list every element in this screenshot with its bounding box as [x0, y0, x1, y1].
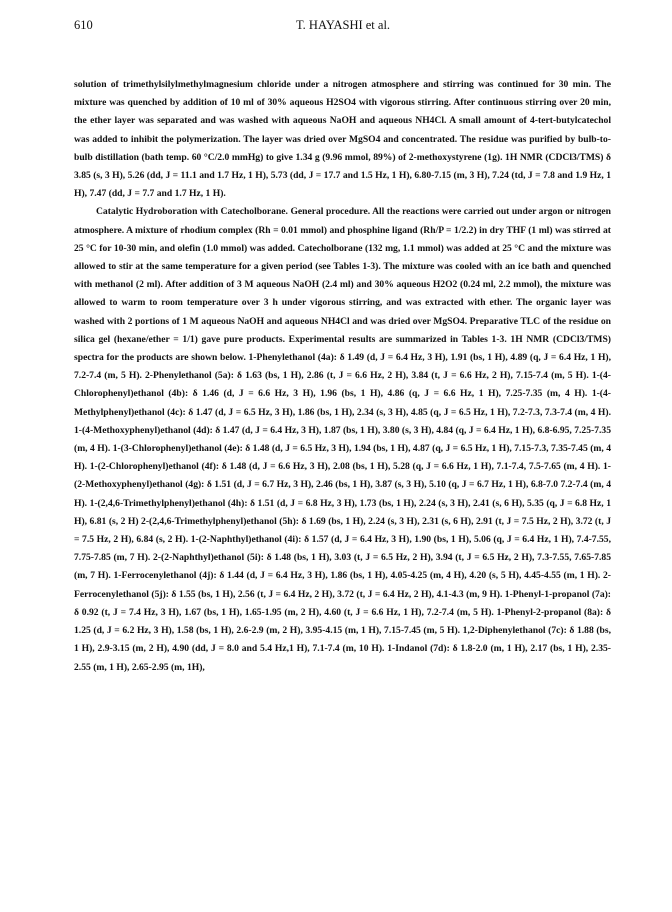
- running-head: [74, 18, 612, 38]
- paragraph-hydroboration: Catalytic Hydroboration with Catecholborane. General procedure. All the reactions were carried out under argon or nitrogen atmosphere. A mixture of rhodium complex (Rh = 0.01 mmol) and phosphine ligand (Rh/P = 1/2.2) in dry THF (1 ml) was stirred at 25 °C for 10-30 min, and olefin (1.0 mmol) was added. Catecholborane (132 mg, 1.1 mmol) was added at 25 °C and the mixture was allowed to stir at the same temperature for a given period (see Tables 1-3). The mixture was cooled with an ice bath and quenched with methanol (2 ml). After addition of 3 M aqueous NaOH (2.4 ml) and 30% aqueous H2O2 (0.24 ml, 2.2 mmol), the mixture was allowed to warm to room temperature over 3 h under vigorous stirring, and was extracted with ether. The organic layer was washed with 2 portions of 1 M aqueous NaOH and aqueous NH4Cl and was dried over MgSO4. Preparative TLC of the residue on silica gel (hexane/ether = 1/1) gave pure products. Experimental results are summarized in Tables 1-3. 1H NMR (CDCl3/TMS) spectra for the products are shown below. 1-Phenylethanol (4a): δ 1.49 (d, J = 6.4 Hz, 3 H), 1.91 (bs, 1 H), 4.89 (q, J = 6.4 Hz, 1 H), 7.2-7.4 (m, 5 H). 2-Phenylethanol (5a): δ 1.63 (bs, 1 H), 2.86 (t, J = 6.6 Hz, 2 H), 3.84 (t, J = 6.6 Hz, 2 H), 7.15-7.4 (m, 5 H). 1-(4-Chlorophenyl)ethanol (4b): δ 1.46 (d, J = 6.6 Hz, 3 H), 1.96 (bs, 1 H), 4.86 (q, J = 6.6 Hz, 1 H), 7.25-7.35 (m, 4 H). 1-(4-Methylphenyl)ethanol (4c): δ 1.47 (d, J = 6.5 Hz, 3 H), 1.86 (bs, 1 H), 2.34 (s, 3 H), 4.85 (q, J = 6.5 Hz, 1 H), 7.2-7.3, 7.3-7.4 (m, 4 H). 1-(4-Methoxyphenyl)ethanol (4d): δ 1.47 (d, J = 6.4 Hz, 3 H), 1.87 (bs, 1 H), 3.80 (s, 3 H), 4.84 (q, J = 6.4 Hz, 1 H), 6.8-6.95, 7.25-7.35 (m, 4 H). 1-(3-Chlorophenyl)ethanol (4e): δ 1.48 (d, J = 6.5 Hz, 3 H), 1.94 (bs, 1 H), 4.87 (q, J = 6.5 Hz, 1 H), 7.15-7.3, 7.35-7.45 (m, 4 H). 1-(2-Chlorophenyl)ethanol (4f): δ 1.48 (d, J = 6.6 Hz, 3 H), 2.08 (bs, 1 H), 5.28 (q, J = 6.6 Hz, 1 H), 7.1-7.4, 7.5-7.65 (m, 4 H). 1-(2-Methoxyphenyl)ethanol (4g): δ 1.51 (d, J = 6.7 Hz, 3 H), 2.46 (bs, 1 H), 3.87 (s, 3 H), 5.10 (q, J = 6.7 Hz, 1 H), 6.8-7.0 7.2-7.4 (m, 4 H). 1-(2,4,6-Trimethylphenyl)ethanol (4h): δ 1.51 (d, J = 6.8 Hz, 3 H), 1.73 (bs, 1 H), 2.24 (s, 3 H), 2.41 (s, 6 H), 5.35 (q, J = 6.8 Hz, 1 H), 6.81 (s, 2 H) 2-(2,4,6-Trimethylphenyl)ethanol (5h): δ 1.69 (bs, 1 H), 2.24 (s, 3 H), 2.31 (s, 6 H), 2.91 (t, J = 7.5 Hz, 2 H), 3.72 (t, J = 7.5 Hz, 2 H), 6.84 (s, 2 H). 1-(2-Naphthyl)ethanol (4i): δ 1.57 (d, J = 6.4 Hz, 3 H), 1.90 (bs, 1 H), 5.06 (q, J = 6.4 Hz, 1 H), 7.4-7.55, 7.75-7.85 (m, 7 H). 2-(2-Naphthyl)ethanol (5i): δ 1.48 (bs, 1 H), 3.03 (t, J = 6.5 Hz, 2 H), 3.94 (t, J = 6.5 Hz, 2 H), 7.3-7.55, 7.65-7.85 (m, 7 H). 1-Ferrocenylethanol (4j): δ 1.44 (d, J = 6.4 Hz, 3 H), 1.86 (bs, 1 H), 4.05-4.25 (m, 4 H), 4.20 (s, 5 H), 4.45-4.55 (m, 1 H). 2-Ferrocenylethanol (5j): δ 1.55 (bs, 1 H), 2.56 (t, J = 6.4 Hz, 2 H), 3.72 (t, J = 6.4 Hz, 2 H), 4.1-4.3 (m, 9 H). 1-Phenyl-1-propanol (7a): δ 0.92 (t, J = 7.4 Hz, 3 H), 1.67 (bs, 1 H), 1.65-1.95 (m, 2 H), 4.60 (t, J = 6.6 Hz, 1 H), 7.2-7.4 (m, 5 H). 1-Phenyl-2-propanol (8a): δ 1.25 (d, J = 6.2 Hz, 3 H), 1.58 (bs, 1 H), 2.6-2.9 (m, 2 H), 3.95-4.15 (m, 1 H), 7.15-7.45 (m, 5 H). 1,2-Diphenylethanol (7c): δ 1.88 (bs, 1 H), 2.9-3.15 (m, 2 H), 4.90 (dd, J = 8.0 and 5.4 Hz,1 H), 7.1-7.4 (m, 10 H). 1-Indanol (7d): δ 1.8-2.0 (m, 1 H), 2.17 (bs, 1 H), 2.35-2.55 (m, 1 H), 2.65-2.95 (m, 1H),: [74, 206, 611, 673]
- running-title: T. HAYASHI et al.: [295, 18, 391, 32]
- body-text: [74, 76, 611, 677]
- page-number: 610: [74, 18, 93, 32]
- paragraph-synthesis: solution of trimethylsilylmethylmagnesium chloride under a nitrogen atmosphere and stirring was continued for 30 min. The mixture was quenched by addition of 10 ml of 30% aqueous H2SO4 with vigorous stirring. After continuous stirring over 20 min, the ether layer was separated and was washed with aqueous NaOH and aqueous NH4Cl. A small amount of 4-tert-butylcatechol was added to inhibit the polymerization. The layer was dried over MgSO4 and concentrated. The residue was purified by bulb-to-bulb distillation (bath temp. 60 °C/2.0 mmHg) to give 1.34 g (9.96 mmol, 89%) of 2-methoxystyrene (1g). 1H NMR (CDCl3/TMS) δ 3.85 (s, 3 H), 5.26 (dd, J = 11.1 and 1.7 Hz, 1 H), 5.73 (dd, J = 17.7 and 1.5 Hz, 1 H), 6.80-7.15 (m, 3 H), 7.24 (td, J = 7.8 and 1.9 Hz, 1 H), 7.47 (dd, J = 7.7 and 1.7 Hz, 1 H).: [74, 79, 611, 200]
